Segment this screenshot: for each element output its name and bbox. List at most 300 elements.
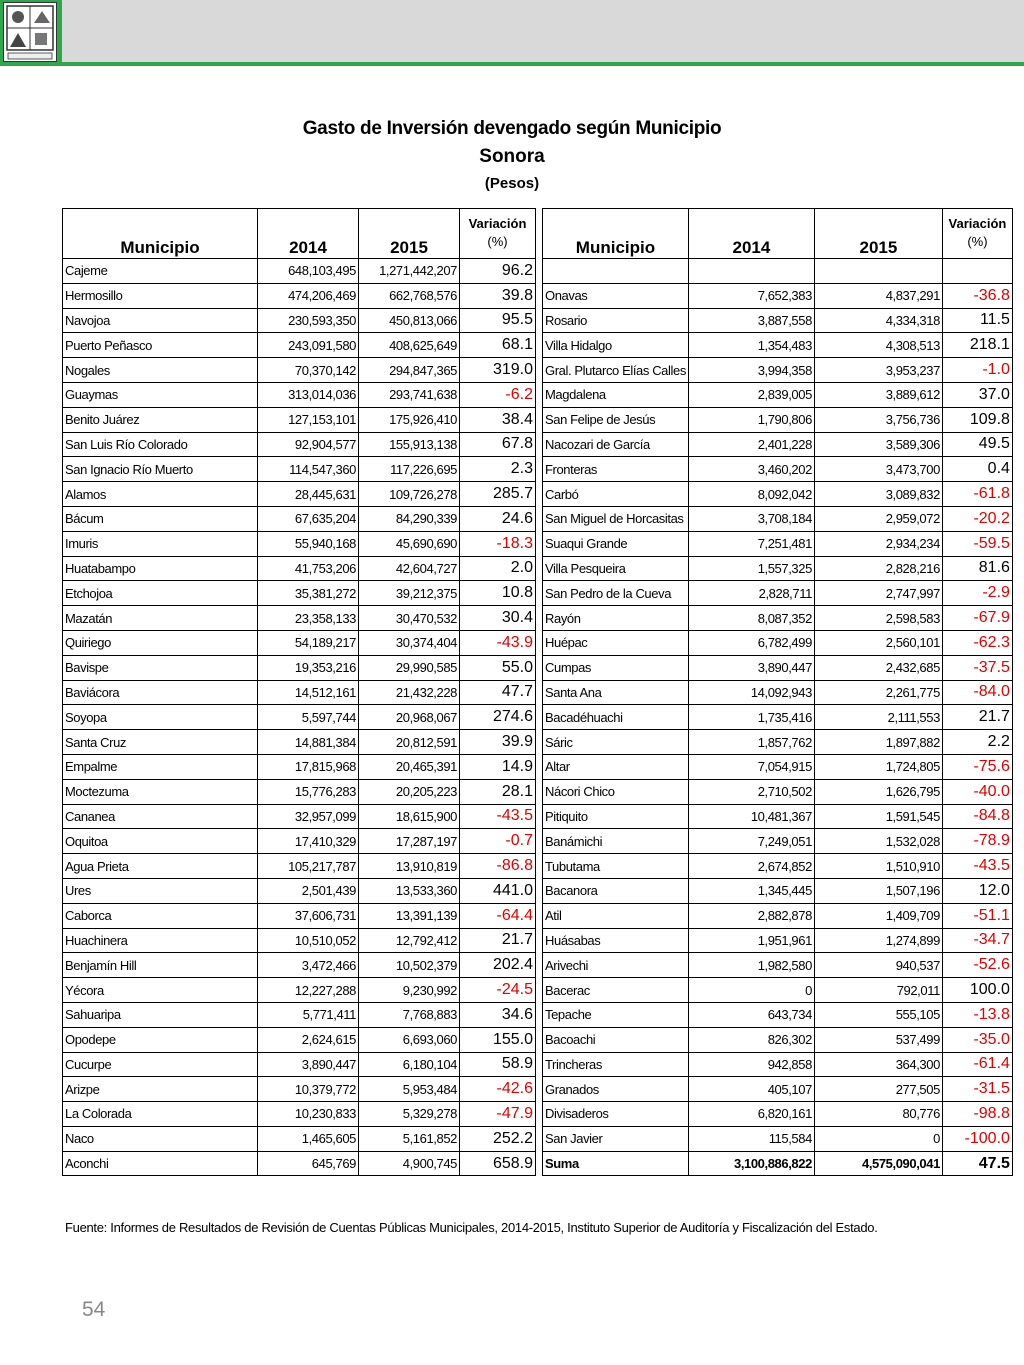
table-row [63, 953, 536, 978]
value-2015-cell: 12,792,412 [359, 928, 460, 953]
value-2014-cell: 10,379,772 [258, 1077, 359, 1102]
variacion-cell: -13.8 [942, 1002, 1012, 1027]
tables-container [62, 208, 1013, 1176]
left-table-body [63, 259, 536, 1176]
municipio-cell: Huépac [543, 630, 689, 655]
value-2015-cell: 4,308,513 [814, 333, 942, 358]
value-2015-cell: 39,212,375 [359, 581, 460, 606]
table-row [543, 382, 1013, 407]
value-2014-cell: 14,512,161 [258, 680, 359, 705]
municipio-cell: Tepache [543, 1002, 689, 1027]
variacion-cell: 38.4 [460, 407, 536, 432]
municipio-cell: Villa Hidalgo [543, 333, 689, 358]
table-row [543, 1151, 1013, 1176]
municipio-cell: Alamos [63, 482, 258, 507]
municipio-cell: San Javier [543, 1126, 689, 1151]
variacion-cell [942, 259, 1012, 284]
variacion-cell: 252.2 [460, 1126, 536, 1151]
variacion-cell: -0.7 [460, 829, 536, 854]
variacion-cell: 319.0 [460, 358, 536, 383]
value-2015-cell: 2,598,583 [814, 606, 942, 631]
variacion-cell: -35.0 [942, 1027, 1012, 1052]
value-2015-cell: 3,589,306 [814, 432, 942, 457]
variacion-cell: 14.9 [460, 754, 536, 779]
table-row [543, 680, 1013, 705]
variacion-cell: -84.8 [942, 804, 1012, 829]
municipio-cell: Sahuaripa [63, 1002, 258, 1027]
table-row [543, 283, 1013, 308]
table-row [63, 928, 536, 953]
col-header-2015: 2015 [359, 209, 460, 259]
value-2014-cell: 6,820,161 [688, 1102, 814, 1127]
municipio-cell: San Miguel de Horcasitas [543, 506, 689, 531]
value-2014-cell: 17,410,329 [258, 829, 359, 854]
variacion-cell: 218.1 [942, 333, 1012, 358]
municipio-cell: Puerto Peñasco [63, 333, 258, 358]
variacion-cell: 155.0 [460, 1027, 536, 1052]
value-2014-cell: 2,401,228 [688, 432, 814, 457]
variacion-cell: -34.7 [942, 928, 1012, 953]
municipio-cell: Bacanora [543, 878, 689, 903]
table-row [543, 482, 1013, 507]
value-2015-cell: 10,502,379 [359, 953, 460, 978]
value-2015-cell: 9,230,992 [359, 978, 460, 1003]
table-row [63, 556, 536, 581]
table-row [63, 407, 536, 432]
variacion-cell: 30.4 [460, 606, 536, 631]
value-2015-cell: 7,768,883 [359, 1002, 460, 1027]
source-note: Fuente: Informes de Resultados de Revisión de Cuentas Públicas Municipales, 2014-2015, Instituto Superior de Auditoría y Fiscalización del Estado. [65, 1220, 878, 1235]
value-2014-cell: 10,230,833 [258, 1102, 359, 1127]
municipio-cell: Magdalena [543, 382, 689, 407]
table-row [543, 655, 1013, 680]
municipio-cell: Bacerac [543, 978, 689, 1003]
table-row [63, 754, 536, 779]
municipio-cell: Naco [63, 1126, 258, 1151]
municipio-cell: Cananea [63, 804, 258, 829]
municipio-cell: San Pedro de la Cueva [543, 581, 689, 606]
value-2014-cell: 0 [688, 978, 814, 1003]
municipio-cell: Santa Cruz [63, 730, 258, 755]
table-row [543, 457, 1013, 482]
table-row [543, 754, 1013, 779]
value-2015-cell: 5,953,484 [359, 1077, 460, 1102]
value-2015-cell: 1,532,028 [814, 829, 942, 854]
table-row [63, 630, 536, 655]
value-2014-cell: 23,358,133 [258, 606, 359, 631]
variacion-cell: 2.0 [460, 556, 536, 581]
value-2015-cell: 4,837,291 [814, 283, 942, 308]
col-header-2015: 2015 [814, 209, 942, 259]
municipio-cell: Fronteras [543, 457, 689, 482]
table-row [543, 556, 1013, 581]
variacion-cell: 39.8 [460, 283, 536, 308]
value-2015-cell: 1,510,910 [814, 854, 942, 879]
variacion-cell: 95.5 [460, 308, 536, 333]
value-2015-cell: 29,990,585 [359, 655, 460, 680]
municipio-cell: San Luis Río Colorado [63, 432, 258, 457]
municipio-cell: Nacozari de García [543, 432, 689, 457]
variacion-cell: 658.9 [460, 1151, 536, 1176]
value-2014-cell: 3,890,447 [258, 1052, 359, 1077]
value-2014-cell: 2,674,852 [688, 854, 814, 879]
municipio-cell: Yécora [63, 978, 258, 1003]
value-2014-cell: 826,302 [688, 1027, 814, 1052]
right-table-body [543, 259, 1013, 1176]
value-2015-cell: 940,537 [814, 953, 942, 978]
value-2014-cell: 6,782,499 [688, 630, 814, 655]
value-2014-cell: 1,857,762 [688, 730, 814, 755]
variacion-cell: 100.0 [942, 978, 1012, 1003]
value-2015-cell: 2,432,685 [814, 655, 942, 680]
top-bar [0, 0, 1024, 64]
value-2014-cell: 105,217,787 [258, 854, 359, 879]
value-2015-cell: 18,615,900 [359, 804, 460, 829]
value-2014-cell: 2,882,878 [688, 903, 814, 928]
value-2014-cell: 3,460,202 [688, 457, 814, 482]
value-2014-cell: 1,354,483 [688, 333, 814, 358]
value-2015-cell: 450,813,066 [359, 308, 460, 333]
table-row [63, 804, 536, 829]
municipio-cell: Nogales [63, 358, 258, 383]
table-row [63, 854, 536, 879]
page-number: 54 [82, 1298, 106, 1321]
table-row [543, 705, 1013, 730]
municipio-cell: Banámichi [543, 829, 689, 854]
value-2015-cell: 4,900,745 [359, 1151, 460, 1176]
table-row [63, 482, 536, 507]
value-2014-cell: 648,103,495 [258, 259, 359, 284]
value-2015-cell: 1,409,709 [814, 903, 942, 928]
value-2015-cell: 6,180,104 [359, 1052, 460, 1077]
variacion-cell: -61.8 [942, 482, 1012, 507]
state-seal-logo [3, 2, 57, 62]
col-header-variacion: Variación (%) [460, 209, 536, 259]
value-2015-cell: 3,473,700 [814, 457, 942, 482]
municipio-cell: Carbó [543, 482, 689, 507]
table-row [63, 680, 536, 705]
variacion-cell: -98.8 [942, 1102, 1012, 1127]
value-2015-cell: 2,934,234 [814, 531, 942, 556]
table-row [63, 259, 536, 284]
variacion-cell: 49.5 [942, 432, 1012, 457]
value-2014-cell: 17,815,968 [258, 754, 359, 779]
value-2015-cell: 293,741,638 [359, 382, 460, 407]
value-2015-cell: 20,465,391 [359, 754, 460, 779]
value-2015-cell: 13,391,139 [359, 903, 460, 928]
value-2014-cell: 2,624,615 [258, 1027, 359, 1052]
variacion-cell: 21.7 [942, 705, 1012, 730]
table-row [63, 506, 536, 531]
table-row [63, 705, 536, 730]
value-2015-cell: 1,897,882 [814, 730, 942, 755]
value-2014-cell: 474,206,469 [258, 283, 359, 308]
municipio-cell: Suma [543, 1151, 689, 1176]
value-2015-cell [814, 259, 942, 284]
value-2014-cell: 5,597,744 [258, 705, 359, 730]
value-2015-cell: 1,626,795 [814, 779, 942, 804]
variacion-cell: 68.1 [460, 333, 536, 358]
municipio-cell: Oquitoa [63, 829, 258, 854]
table-row [543, 1126, 1013, 1151]
value-2014-cell: 12,227,288 [258, 978, 359, 1003]
table-row [543, 779, 1013, 804]
table-row [543, 730, 1013, 755]
variacion-cell: -51.1 [942, 903, 1012, 928]
value-2014-cell: 643,734 [688, 1002, 814, 1027]
value-2014-cell: 70,370,142 [258, 358, 359, 383]
value-2014-cell: 67,635,204 [258, 506, 359, 531]
municipio-cell: San Felipe de Jesús [543, 407, 689, 432]
variacion-cell: -31.5 [942, 1077, 1012, 1102]
value-2015-cell: 1,274,899 [814, 928, 942, 953]
municipio-cell: Quiriego [63, 630, 258, 655]
table-row [63, 903, 536, 928]
municipio-cell: Suaqui Grande [543, 531, 689, 556]
municipio-cell: Pitiquito [543, 804, 689, 829]
variacion-cell: -62.3 [942, 630, 1012, 655]
table-row [543, 308, 1013, 333]
variacion-cell: -43.5 [942, 854, 1012, 879]
value-2014-cell: 5,771,411 [258, 1002, 359, 1027]
value-2014-cell: 3,472,466 [258, 953, 359, 978]
variacion-cell: -67.9 [942, 606, 1012, 631]
value-2015-cell: 5,329,278 [359, 1102, 460, 1127]
municipio-cell: Baviácora [63, 680, 258, 705]
value-2015-cell: 2,111,553 [814, 705, 942, 730]
value-2015-cell: 2,261,775 [814, 680, 942, 705]
value-2015-cell: 6,693,060 [359, 1027, 460, 1052]
value-2014-cell: 2,710,502 [688, 779, 814, 804]
table-row [543, 606, 1013, 631]
value-2014-cell: 41,753,206 [258, 556, 359, 581]
value-2014-cell: 54,189,217 [258, 630, 359, 655]
right-table-header [543, 209, 1013, 259]
variacion-cell: 58.9 [460, 1052, 536, 1077]
value-2015-cell: 1,271,442,207 [359, 259, 460, 284]
municipio-cell: Soyopa [63, 705, 258, 730]
table-row [543, 259, 1013, 284]
variacion-cell: 81.6 [942, 556, 1012, 581]
table-row [543, 978, 1013, 1003]
value-2014-cell: 10,510,052 [258, 928, 359, 953]
table-row [63, 878, 536, 903]
col-header-2014: 2014 [688, 209, 814, 259]
value-2014-cell: 114,547,360 [258, 457, 359, 482]
value-2015-cell: 4,334,318 [814, 308, 942, 333]
table-row [63, 531, 536, 556]
value-2014-cell: 645,769 [258, 1151, 359, 1176]
value-2014-cell: 37,606,731 [258, 903, 359, 928]
variacion-cell: 34.6 [460, 1002, 536, 1027]
value-2014-cell: 3,887,558 [688, 308, 814, 333]
variacion-cell: -24.5 [460, 978, 536, 1003]
table-row [63, 358, 536, 383]
value-2015-cell: 277,505 [814, 1077, 942, 1102]
municipio-cell: Tubutama [543, 854, 689, 879]
value-2015-cell: 555,105 [814, 1002, 942, 1027]
value-2015-cell: 42,604,727 [359, 556, 460, 581]
table-row [543, 506, 1013, 531]
top-accent-line [62, 62, 1024, 66]
value-2015-cell: 2,959,072 [814, 506, 942, 531]
table-row [63, 382, 536, 407]
value-2014-cell: 3,708,184 [688, 506, 814, 531]
variacion-cell: -43.9 [460, 630, 536, 655]
value-2015-cell: 1,507,196 [814, 878, 942, 903]
variacion-cell: -64.4 [460, 903, 536, 928]
municipio-cell: Benjamín Hill [63, 953, 258, 978]
value-2014-cell: 2,839,005 [688, 382, 814, 407]
variacion-cell: -52.6 [942, 953, 1012, 978]
value-2015-cell: 408,625,649 [359, 333, 460, 358]
municipio-cell: Opodepe [63, 1027, 258, 1052]
value-2015-cell: 792,011 [814, 978, 942, 1003]
municipio-cell: Cumpas [543, 655, 689, 680]
variacion-cell: -36.8 [942, 283, 1012, 308]
col-header-municipio: Municipio [63, 209, 258, 259]
variacion-cell: 0.4 [942, 457, 1012, 482]
value-2014-cell: 230,593,350 [258, 308, 359, 333]
value-2014-cell: 55,940,168 [258, 531, 359, 556]
table-row [543, 581, 1013, 606]
variacion-cell: -1.0 [942, 358, 1012, 383]
municipio-cell: Moctezuma [63, 779, 258, 804]
table-row [543, 1102, 1013, 1127]
value-2015-cell: 80,776 [814, 1102, 942, 1127]
table-row [63, 1151, 536, 1176]
municipio-cell: Altar [543, 754, 689, 779]
municipio-cell: Cucurpe [63, 1052, 258, 1077]
value-2015-cell: 20,205,223 [359, 779, 460, 804]
table-row [543, 804, 1013, 829]
value-2015-cell: 364,300 [814, 1052, 942, 1077]
left-table-header [63, 209, 536, 259]
value-2014-cell: 313,014,036 [258, 382, 359, 407]
value-2015-cell: 662,768,576 [359, 283, 460, 308]
municipio-cell: La Colorada [63, 1102, 258, 1127]
table-row [63, 1027, 536, 1052]
value-2015-cell: 117,226,695 [359, 457, 460, 482]
table-row [63, 581, 536, 606]
page-subtitle: Sonora [479, 146, 545, 167]
municipio-cell: Huásabas [543, 928, 689, 953]
table-row [543, 358, 1013, 383]
value-2015-cell: 155,913,138 [359, 432, 460, 457]
variacion-cell: 285.7 [460, 482, 536, 507]
table-row [63, 978, 536, 1003]
municipio-cell [543, 259, 689, 284]
value-2014-cell: 7,249,051 [688, 829, 814, 854]
municipio-cell: Etchojoa [63, 581, 258, 606]
variacion-cell: 441.0 [460, 878, 536, 903]
table-row [63, 1102, 536, 1127]
logo-frame [0, 0, 62, 66]
value-2014-cell: 1,951,961 [688, 928, 814, 953]
variacion-cell: -75.6 [942, 754, 1012, 779]
value-2014-cell: 10,481,367 [688, 804, 814, 829]
municipio-cell: Bavispe [63, 655, 258, 680]
col-header-variacion: Variación (%) [942, 209, 1012, 259]
municipio-cell: Trincheras [543, 1052, 689, 1077]
municipio-cell: Empalme [63, 754, 258, 779]
value-2015-cell: 30,374,404 [359, 630, 460, 655]
units-label: (Pesos) [484, 175, 540, 192]
variacion-cell: -6.2 [460, 382, 536, 407]
municipio-cell: Agua Prieta [63, 854, 258, 879]
variacion-cell: 96.2 [460, 259, 536, 284]
value-2014-cell: 32,957,099 [258, 804, 359, 829]
variacion-cell: 10.8 [460, 581, 536, 606]
variacion-cell: -86.8 [460, 854, 536, 879]
value-2014-cell: 7,054,915 [688, 754, 814, 779]
value-2014-cell: 243,091,580 [258, 333, 359, 358]
value-2015-cell: 3,953,237 [814, 358, 942, 383]
value-2014-cell: 8,087,352 [688, 606, 814, 631]
table-row [63, 829, 536, 854]
variacion-cell: 2.3 [460, 457, 536, 482]
value-2014-cell: 2,501,439 [258, 878, 359, 903]
left-table [62, 208, 536, 1176]
table-row [63, 1052, 536, 1077]
variacion-cell: 11.5 [942, 308, 1012, 333]
value-2015-cell: 2,828,216 [814, 556, 942, 581]
table-row [543, 928, 1013, 953]
municipio-cell: Cajeme [63, 259, 258, 284]
variacion-cell: 55.0 [460, 655, 536, 680]
value-2015-cell: 17,287,197 [359, 829, 460, 854]
table-row [63, 1077, 536, 1102]
value-2014-cell [688, 259, 814, 284]
value-2014-cell: 2,828,711 [688, 581, 814, 606]
value-2015-cell: 1,724,805 [814, 754, 942, 779]
table-row [543, 854, 1013, 879]
municipio-cell: Bacoachi [543, 1027, 689, 1052]
table-row [543, 407, 1013, 432]
value-2014-cell: 8,092,042 [688, 482, 814, 507]
municipio-cell: Huachinera [63, 928, 258, 953]
municipio-cell: Divisaderos [543, 1102, 689, 1127]
value-2014-cell: 1,735,416 [688, 705, 814, 730]
table-row [63, 779, 536, 804]
table-row [63, 333, 536, 358]
value-2014-cell: 7,652,383 [688, 283, 814, 308]
variacion-cell: 67.8 [460, 432, 536, 457]
value-2015-cell: 20,968,067 [359, 705, 460, 730]
variacion-cell: 39.9 [460, 730, 536, 755]
variacion-cell: -2.9 [942, 581, 1012, 606]
municipio-cell: Mazatán [63, 606, 258, 631]
value-2015-cell: 20,812,591 [359, 730, 460, 755]
variacion-cell: -100.0 [942, 1126, 1012, 1151]
variacion-cell: 109.8 [942, 407, 1012, 432]
value-2014-cell: 19,353,216 [258, 655, 359, 680]
variacion-cell: 202.4 [460, 953, 536, 978]
variacion-cell: 274.6 [460, 705, 536, 730]
variacion-cell: -59.5 [942, 531, 1012, 556]
municipio-cell: Guaymas [63, 382, 258, 407]
municipio-cell: San Ignacio Río Muerto [63, 457, 258, 482]
value-2015-cell: 109,726,278 [359, 482, 460, 507]
value-2014-cell: 1,790,806 [688, 407, 814, 432]
variacion-cell: -40.0 [942, 779, 1012, 804]
value-2015-cell: 3,756,736 [814, 407, 942, 432]
table-row [63, 655, 536, 680]
variacion-cell: 47.5 [942, 1151, 1012, 1176]
value-2015-cell: 45,690,690 [359, 531, 460, 556]
value-2015-cell: 84,290,339 [359, 506, 460, 531]
municipio-cell: Benito Juárez [63, 407, 258, 432]
